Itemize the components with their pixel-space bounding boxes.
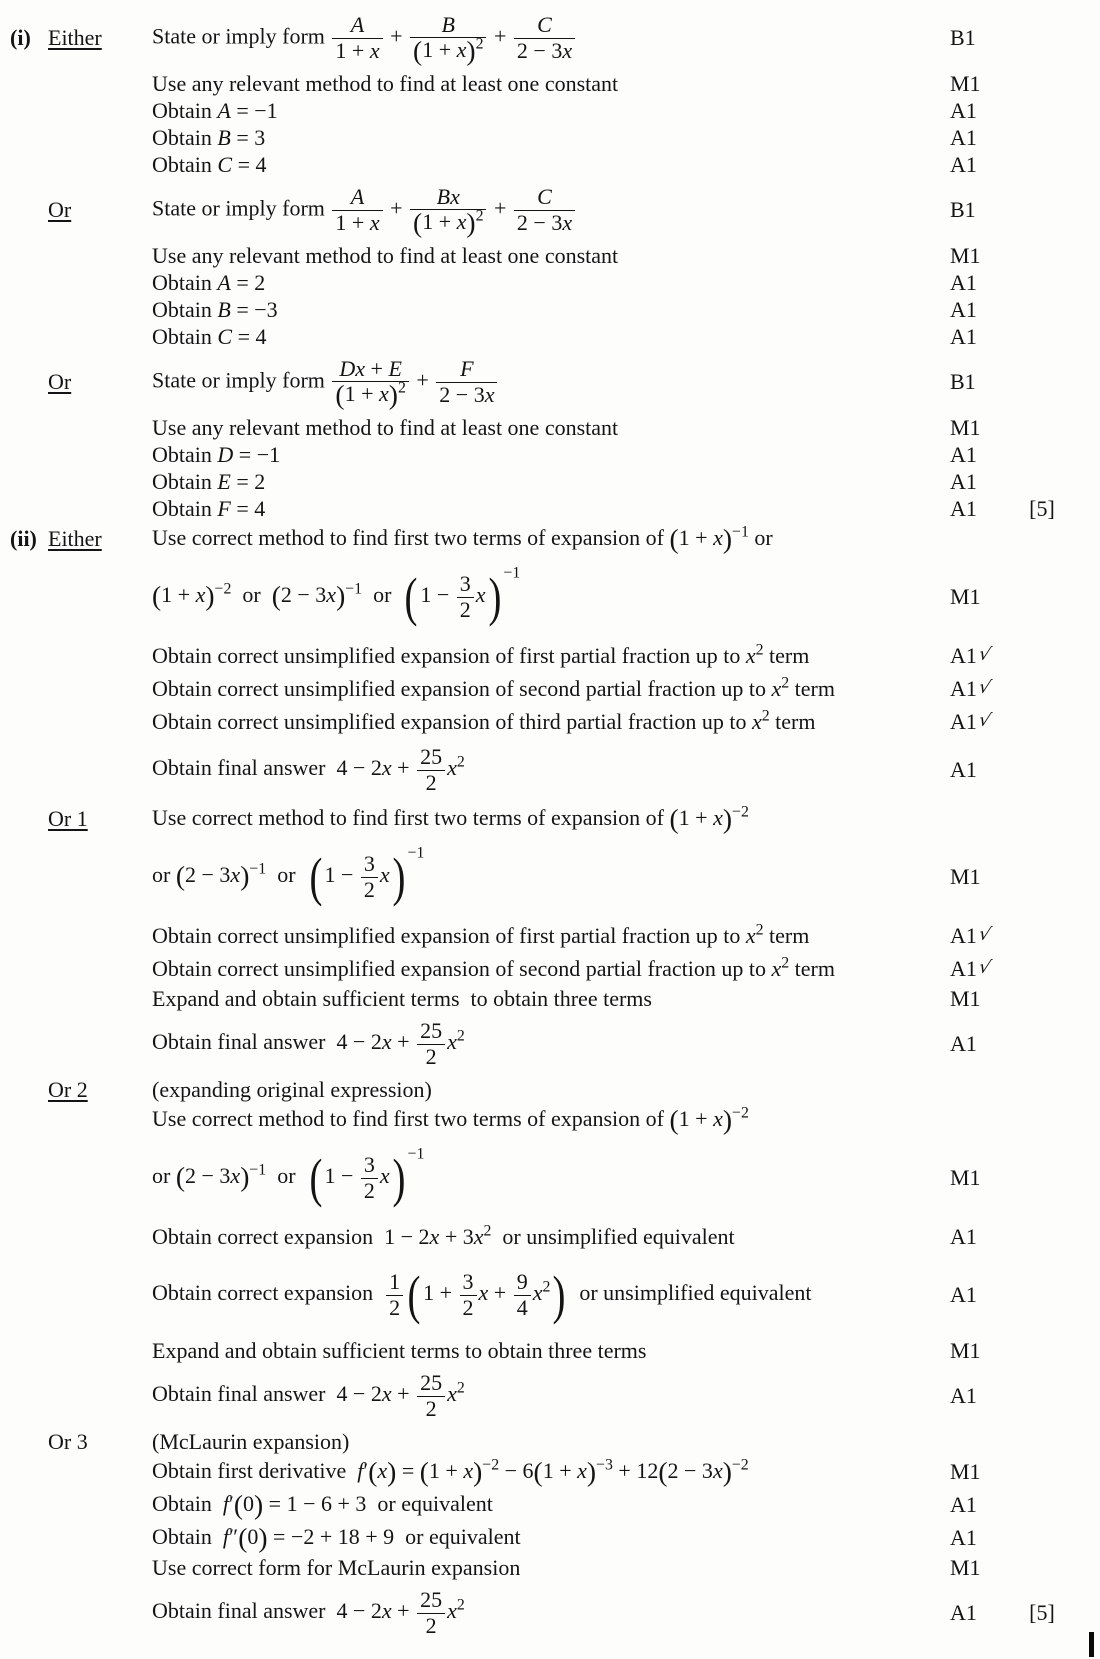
math-variable: A: [350, 11, 365, 37]
math-variable: x: [456, 37, 467, 63]
mark-code: M1: [950, 242, 981, 268]
scheme-row: [10, 1428, 1090, 1455]
scheme-row: [10, 738, 1090, 802]
math-variable: A: [217, 269, 231, 295]
fraction: $\frac{Dx + E}{(1 + x)^2}$: [332, 357, 408, 408]
fraction: $\frac{1}{2}$: [386, 1270, 403, 1320]
mark-code: B1: [950, 25, 976, 50]
mark-code: M1: [950, 985, 981, 1011]
close-paren: ): [552, 1264, 566, 1325]
math-variable: F: [460, 355, 474, 381]
math-variable: x: [447, 1598, 457, 1624]
close-paren: ): [488, 566, 501, 627]
open-paren: (: [669, 522, 679, 554]
math-variable: x: [745, 922, 756, 948]
row-content: State or imply form $\frac{A}{1 + x}$ + $\frac{Bx}{(1 + x)^2}$ + $\frac{C}{2 - 3x}$: [152, 185, 922, 236]
math-variable: C: [217, 323, 233, 349]
row-content: Use correct method to find first two terms of expansion of $(1 + x)^{-2}$: [152, 802, 749, 834]
row-content: State or imply form $\frac{A}{1 + x}$ + $\frac{B}{(1 + x)^2}$ + $\frac{C}{2 - 3x}$: [152, 13, 922, 64]
mark-code: M1: [950, 1165, 981, 1190]
close-paren: ): [392, 846, 406, 907]
superscript: 2: [755, 640, 764, 658]
row-content: Use any relevant method to find at least one constant: [152, 414, 619, 440]
paren-content: 1 + x: [422, 37, 467, 63]
math-variable: x: [456, 209, 467, 235]
scheme-row: [10, 835, 1090, 919]
superscript: −1: [732, 523, 749, 541]
row-content: Obtain E = 2: [152, 468, 266, 494]
math-variable: D: [339, 355, 356, 381]
row-content: Obtain correct expansion $1 - 2x + 3x^2$ or unsimplified equivalent: [152, 1221, 735, 1249]
open-paren: (: [309, 846, 322, 907]
math-variable: x: [473, 1223, 484, 1249]
math-variable: A: [217, 97, 231, 123]
math-variable: x: [562, 37, 573, 63]
mark-code: A1: [950, 757, 977, 782]
row-content: Obtain f″(0) = −2 + 18 + 9 or equivalent: [152, 1521, 521, 1553]
open-paren: (: [309, 1147, 322, 1208]
scheme-row: [10, 350, 1090, 414]
scheme-row: [10, 705, 1090, 738]
row-content: Obtain B = 3: [152, 124, 266, 150]
fraction: $\frac{C}{2 - 3x}$: [514, 185, 575, 235]
paren-content: 1 + x: [678, 1106, 723, 1132]
mark-code: A1: [950, 323, 977, 349]
math-variable: B: [436, 183, 451, 209]
scheme-row: [10, 672, 1090, 705]
paren-content: 1 + x: [344, 381, 389, 407]
paren-content: 2 − 3x: [667, 1458, 723, 1484]
alternative-label: Or 3: [48, 1428, 88, 1454]
scheme-row: [10, 178, 1090, 242]
fraction: $\frac{3}{2}$: [361, 852, 378, 902]
mark-code: M1: [950, 70, 981, 96]
math-variable: x: [447, 1381, 457, 1407]
mark-code: A1√: [950, 642, 993, 668]
math-variable: x: [447, 1029, 457, 1055]
math-variable: B: [441, 11, 455, 37]
close-paren: ): [240, 859, 250, 891]
scheme-row: [10, 151, 1090, 178]
alternative-label: Either: [48, 25, 102, 50]
mark-code: M1: [950, 1337, 981, 1363]
fraction: $\frac{A}{1 + x}$: [332, 13, 382, 63]
superscript: −2: [482, 1456, 500, 1474]
paren-content: 1 − $\frac{3}{2}$ x: [420, 570, 486, 622]
open-paren: (: [413, 34, 423, 66]
open-paren: (: [407, 1264, 421, 1325]
scheme-row: [10, 441, 1090, 468]
superscript: −3: [596, 1456, 613, 1474]
item-number: (i): [10, 25, 31, 50]
math-variable: x: [379, 381, 389, 407]
mark-code: B1: [950, 369, 976, 394]
math-variable: C: [217, 151, 233, 177]
open-paren: (: [404, 566, 418, 627]
close-paren: ): [240, 1160, 250, 1192]
mark-code: M1: [950, 1554, 981, 1580]
paren-content: 1 − $\frac{3}{2}$ x: [324, 850, 390, 902]
superscript: 2: [475, 207, 484, 225]
open-paren: (: [175, 1160, 185, 1192]
open-paren: (: [368, 1455, 378, 1487]
scheme-row: [10, 1554, 1090, 1581]
fraction: $\frac{9}{4}$: [514, 1270, 531, 1320]
mark-code: A1: [950, 468, 977, 494]
math-variable: x: [326, 582, 337, 608]
scheme-row: [10, 296, 1090, 323]
scheme-row: [10, 1521, 1090, 1554]
scheme-row: [10, 1581, 1090, 1645]
item-number: (ii): [10, 525, 37, 551]
scheme-row: [10, 1337, 1090, 1364]
math-variable: f: [357, 1458, 364, 1484]
row-content: Obtain final answer 4 − 2x + $\frac{25}{2}$ $x^2$: [152, 1586, 465, 1638]
superscript: −1: [407, 1145, 425, 1163]
mark-code: A1: [950, 97, 977, 123]
scheme-row: [10, 97, 1090, 124]
fraction: $\frac{3}{2}$: [457, 572, 474, 622]
scheme-row: [10, 802, 1090, 835]
fraction: $\frac{3}{2}$: [460, 1270, 477, 1320]
mark-code: A1: [950, 1524, 977, 1550]
row-content: Use any relevant method to find at least one constant: [152, 70, 619, 96]
paren-content: 1 − $\frac{3}{2}$ x: [324, 1151, 390, 1203]
mark-code: A1: [950, 1031, 977, 1056]
scheme-row: [10, 242, 1090, 269]
superscript: −1: [249, 860, 267, 878]
paren-content: 1 + $\frac{3}{2}$ x + $\frac{9}{4}$ $x^2$: [423, 1268, 551, 1320]
mark-code: A1: [950, 1223, 977, 1249]
mark-code: A1: [950, 1282, 977, 1307]
superscript: 2: [761, 706, 770, 724]
math-variable: f: [222, 1491, 230, 1517]
math-variable: x: [230, 862, 241, 888]
superscript: −2: [214, 580, 232, 598]
scheme-row: [10, 1136, 1090, 1220]
math-variable: x: [713, 1106, 723, 1132]
math-variable: x: [429, 1223, 440, 1249]
math-variable: x: [771, 955, 782, 981]
total-marks: [5]: [1029, 1600, 1055, 1625]
superscript: 2: [483, 1221, 492, 1239]
scheme-row: [10, 1364, 1090, 1428]
scheme-row: [10, 555, 1090, 639]
fraction: $\frac{C}{2 - 3x}$: [514, 13, 575, 63]
follow-through-tick-icon: √: [976, 923, 993, 946]
page-edge-mark: [1089, 1632, 1094, 1657]
fraction: $\frac{25}{2}$: [417, 745, 445, 795]
open-paren: (: [669, 1103, 679, 1135]
scheme-row: [10, 919, 1090, 952]
row-content: Obtain A = 2: [152, 269, 266, 295]
close-paren: ): [722, 522, 733, 554]
follow-through-tick-icon: √: [976, 676, 993, 699]
math-variable: x: [577, 1458, 587, 1484]
fraction: $\frac{25}{2}$: [417, 1019, 445, 1069]
math-variable: x: [355, 355, 366, 381]
open-paren: (: [658, 1455, 668, 1487]
alternative-label: Or 1: [48, 805, 88, 831]
paren-content: 1 + x: [678, 805, 723, 831]
math-variable: x: [381, 1029, 392, 1055]
row-content: Obtain D = −1: [152, 441, 281, 467]
mark-code: A1: [950, 441, 977, 467]
fraction: $\frac{3}{2}$: [361, 1153, 378, 1203]
math-variable: A: [350, 183, 365, 209]
close-paren: ): [722, 1455, 732, 1487]
mark-code: A1: [950, 1383, 977, 1408]
math-variable: x: [450, 183, 460, 209]
row-content: Expand and obtain sufficient terms to obtain three terms: [152, 1337, 647, 1363]
scheme-row: [10, 323, 1090, 350]
row-content: (expanding original expression): [152, 1076, 432, 1102]
math-variable: C: [537, 183, 552, 209]
paren-content: 1 + x: [542, 1458, 587, 1484]
superscript: 2: [542, 1278, 551, 1296]
math-variable: x: [562, 209, 573, 235]
alternative-label: Either: [48, 525, 102, 551]
row-content: Obtain correct expansion $\frac{1}{2}$ ( 1 + $\frac{3}{2}$ x + $\frac{9}{4}$ $x^2$) or unsimplified equivalent: [152, 1264, 812, 1325]
row-content: Obtain correct unsimplified expansion of second partial fraction up to $x^2$ term: [152, 953, 835, 981]
row-content: or $(2 - 3x)^{-1}$ or ( 1 − $\frac{3}{2}$ x) $^{-1}$: [152, 844, 425, 907]
row-content: or $(2 - 3x)^{-1}$ or ( 1 − $\frac{3}{2}$ x) $^{-1}$: [152, 1145, 425, 1208]
row-content: Obtain A = −1: [152, 97, 278, 123]
paren-content: 2 − 3x: [280, 582, 337, 608]
scheme-row: [10, 414, 1090, 441]
row-content: State or imply form $\frac{Dx + E}{(1 + x)^2}$ + $\frac{F}{2 - 3x}$: [152, 357, 922, 408]
scheme-row: [10, 124, 1090, 151]
close-paren: ): [722, 802, 733, 834]
row-content: Obtain final answer 4 − 2x + $\frac{25}{2}$ $x^2$: [152, 743, 465, 795]
scheme-row: [10, 6, 1090, 70]
math-variable: x: [532, 1280, 543, 1306]
open-paren: (: [238, 1521, 248, 1553]
close-paren: ): [722, 1103, 733, 1135]
mark-code: A1: [950, 296, 977, 322]
paren-content: 1 + x: [422, 209, 467, 235]
superscript: −1: [345, 580, 363, 598]
row-content: Obtain correct unsimplified expansion of second partial fraction up to $x^2$ term: [152, 673, 835, 701]
row-content: Obtain C = 4: [152, 151, 267, 177]
close-paren: ): [387, 1455, 397, 1487]
row-content: $(1 + x)^{-2}$ or $(2 - 3x)^{-1}$ or ( 1 − $\frac{3}{2}$ x) $^{-1}$: [152, 564, 521, 627]
follow-through-tick-icon: √: [976, 956, 993, 979]
math-variable: x: [484, 381, 495, 407]
math-variable: x: [713, 805, 723, 831]
math-variable: E: [217, 468, 231, 494]
open-paren: (: [419, 1455, 429, 1487]
paren-content: [377, 1458, 387, 1483]
alternative-label: Or 2: [48, 1076, 88, 1102]
mark-code: A1√: [950, 955, 993, 981]
math-variable: F: [217, 495, 231, 521]
open-paren: (: [413, 206, 423, 238]
scheme-row: [10, 952, 1090, 985]
row-content: Expand and obtain sufficient terms to obtain three terms: [152, 985, 652, 1011]
math-variable: x: [381, 1598, 392, 1624]
total-marks: [5]: [1029, 495, 1055, 521]
open-paren: (: [533, 1455, 543, 1487]
superscript: 2: [475, 35, 484, 53]
scheme-row: [10, 1076, 1090, 1103]
math-variable: E: [388, 355, 402, 381]
scheme-row: [10, 468, 1090, 495]
superscript: −2: [731, 1456, 749, 1474]
scheme-row: [10, 1253, 1090, 1337]
scheme-row: [10, 1488, 1090, 1521]
math-variable: x: [377, 1458, 388, 1484]
row-content: Use any relevant method to find at least one constant: [152, 242, 619, 268]
math-variable: f: [222, 1524, 230, 1550]
math-variable: x: [381, 1381, 392, 1407]
mark-code: A1: [950, 124, 977, 150]
paren-content: 1 + x: [428, 1458, 474, 1484]
scheme-row: [10, 269, 1090, 296]
math-variable: x: [478, 1280, 489, 1306]
math-variable: x: [712, 1458, 723, 1484]
close-paren: ): [473, 1455, 483, 1487]
math-variable: x: [381, 755, 392, 781]
alternative-label: Or: [48, 369, 72, 394]
row-content: Obtain correct unsimplified expansion of first partial fraction up to $x^2$ term: [152, 920, 810, 948]
superscript: 2: [456, 753, 465, 771]
close-paren: ): [258, 1521, 268, 1553]
math-variable: x: [369, 37, 380, 63]
scheme-row: [10, 1455, 1090, 1488]
fraction: [410, 185, 486, 236]
row-content: Obtain C = 4: [152, 323, 267, 349]
open-paren: (: [271, 579, 281, 611]
fraction: $\frac{F}{2 - 3x}$: [436, 357, 497, 407]
scheme-row: [10, 1103, 1090, 1136]
math-variable: x: [463, 1458, 474, 1484]
row-content: Obtain first derivative $f'(x) = (1 + x)^{-2} - 6(1 + x)^{-3} + 12(2 - 3x)^{-2}$: [152, 1455, 749, 1487]
scheme-row: [10, 639, 1090, 672]
superscript: −1: [407, 844, 425, 862]
math-variable: x: [230, 1163, 241, 1189]
superscript: 2: [755, 920, 764, 938]
superscript: 2: [397, 379, 406, 397]
row-content: Use correct method to find first two terms of expansion of $(1 + x)^{-1}$ or: [152, 522, 773, 554]
paren-content: 0: [243, 1491, 254, 1517]
superscript: 2: [781, 953, 790, 971]
close-paren: ): [336, 579, 346, 611]
superscript: −1: [249, 1161, 267, 1179]
math-variable: C: [537, 11, 552, 37]
superscript: 2: [456, 1379, 465, 1397]
mark-code: M1: [950, 1458, 981, 1484]
mark-code: M1: [950, 584, 981, 609]
paren-content: 1 + x: [678, 525, 723, 551]
mark-code: B1: [950, 197, 976, 222]
scheme-row: [10, 1220, 1090, 1253]
mark-code: M1: [950, 414, 981, 440]
math-variable: x: [379, 862, 390, 888]
paren-content: 1 + x: [161, 582, 206, 608]
mark-code: M1: [950, 864, 981, 889]
row-content: Obtain final answer 4 − 2x + $\frac{25}{2}$ $x^2$: [152, 1017, 465, 1069]
scheme-row: [10, 1012, 1090, 1076]
fraction: [410, 13, 486, 64]
superscript: −2: [732, 803, 749, 821]
close-paren: ): [205, 579, 215, 611]
math-variable: x: [447, 755, 457, 781]
open-paren: (: [152, 579, 162, 611]
mark-code: A1: [950, 151, 977, 177]
scheme-row: [10, 522, 1090, 555]
row-content: Use correct form for McLaurin expansion: [152, 1554, 521, 1580]
close-paren: ): [388, 378, 398, 410]
fraction: $\frac{25}{2}$: [417, 1588, 445, 1638]
close-paren: ): [392, 1147, 406, 1208]
scheme-row: [10, 985, 1090, 1012]
close-paren: ): [254, 1488, 264, 1520]
math-variable: x: [195, 582, 206, 608]
mark-code: A1: [950, 1600, 977, 1625]
row-content: (McLaurin expansion): [152, 1428, 350, 1454]
mark-code: A1: [950, 495, 977, 521]
mark-code: A1: [950, 1491, 977, 1517]
row-content: Obtain f′(0) = 1 − 6 + 3 or equivalent: [152, 1488, 493, 1520]
scheme-row: [10, 495, 1090, 522]
mark-code: A1√: [950, 675, 993, 701]
math-variable: x: [379, 1163, 390, 1189]
superscript: 2: [456, 1027, 465, 1045]
open-paren: (: [669, 802, 679, 834]
fraction: $\frac{A}{1 + x}$: [332, 185, 382, 235]
alternative-label: Or: [48, 197, 72, 222]
paren-content: 2 − 3x: [185, 1163, 241, 1189]
math-variable: x: [369, 209, 380, 235]
open-paren: (: [175, 859, 185, 891]
mark-code: A1√: [950, 922, 993, 948]
math-variable: x: [745, 642, 756, 668]
mark-code: A1: [950, 269, 977, 295]
follow-through-tick-icon: √: [976, 709, 993, 732]
row-content: Obtain correct unsimplified expansion of third partial fraction up to $x^2$ term: [152, 706, 816, 734]
close-paren: ): [586, 1455, 597, 1487]
row-content: Obtain final answer 4 − 2x + $\frac{25}{2}$ $x^2$: [152, 1369, 465, 1421]
row-content: Obtain correct unsimplified expansion of first partial fraction up to $x^2$ term: [152, 640, 810, 668]
math-variable: B: [217, 124, 231, 150]
close-paren: ): [466, 206, 476, 238]
math-variable: x: [475, 582, 486, 608]
close-paren: ): [466, 34, 476, 66]
open-paren: (: [233, 1488, 243, 1520]
math-variable: x: [771, 675, 782, 701]
superscript: −1: [503, 564, 521, 582]
math-variable: B: [217, 296, 231, 322]
paren-content: 0: [247, 1524, 259, 1550]
row-content: Use correct method to find first two terms of expansion of $(1 + x)^{-2}$: [152, 1103, 749, 1135]
fraction: $\frac{25}{2}$: [417, 1371, 445, 1421]
open-paren: (: [335, 378, 345, 410]
math-variable: x: [751, 708, 762, 734]
row-content: Obtain F = 4: [152, 495, 266, 521]
superscript: 2: [456, 1596, 465, 1614]
scheme-row: [10, 70, 1090, 97]
mark-code: A1√: [950, 708, 993, 734]
superscript: −2: [732, 1104, 749, 1122]
follow-through-tick-icon: √: [976, 643, 993, 666]
paren-content: 2 − 3x: [185, 862, 241, 888]
math-variable: x: [713, 525, 723, 551]
superscript: 2: [781, 673, 790, 691]
row-content: Obtain B = −3: [152, 296, 278, 322]
math-variable: D: [217, 441, 234, 467]
